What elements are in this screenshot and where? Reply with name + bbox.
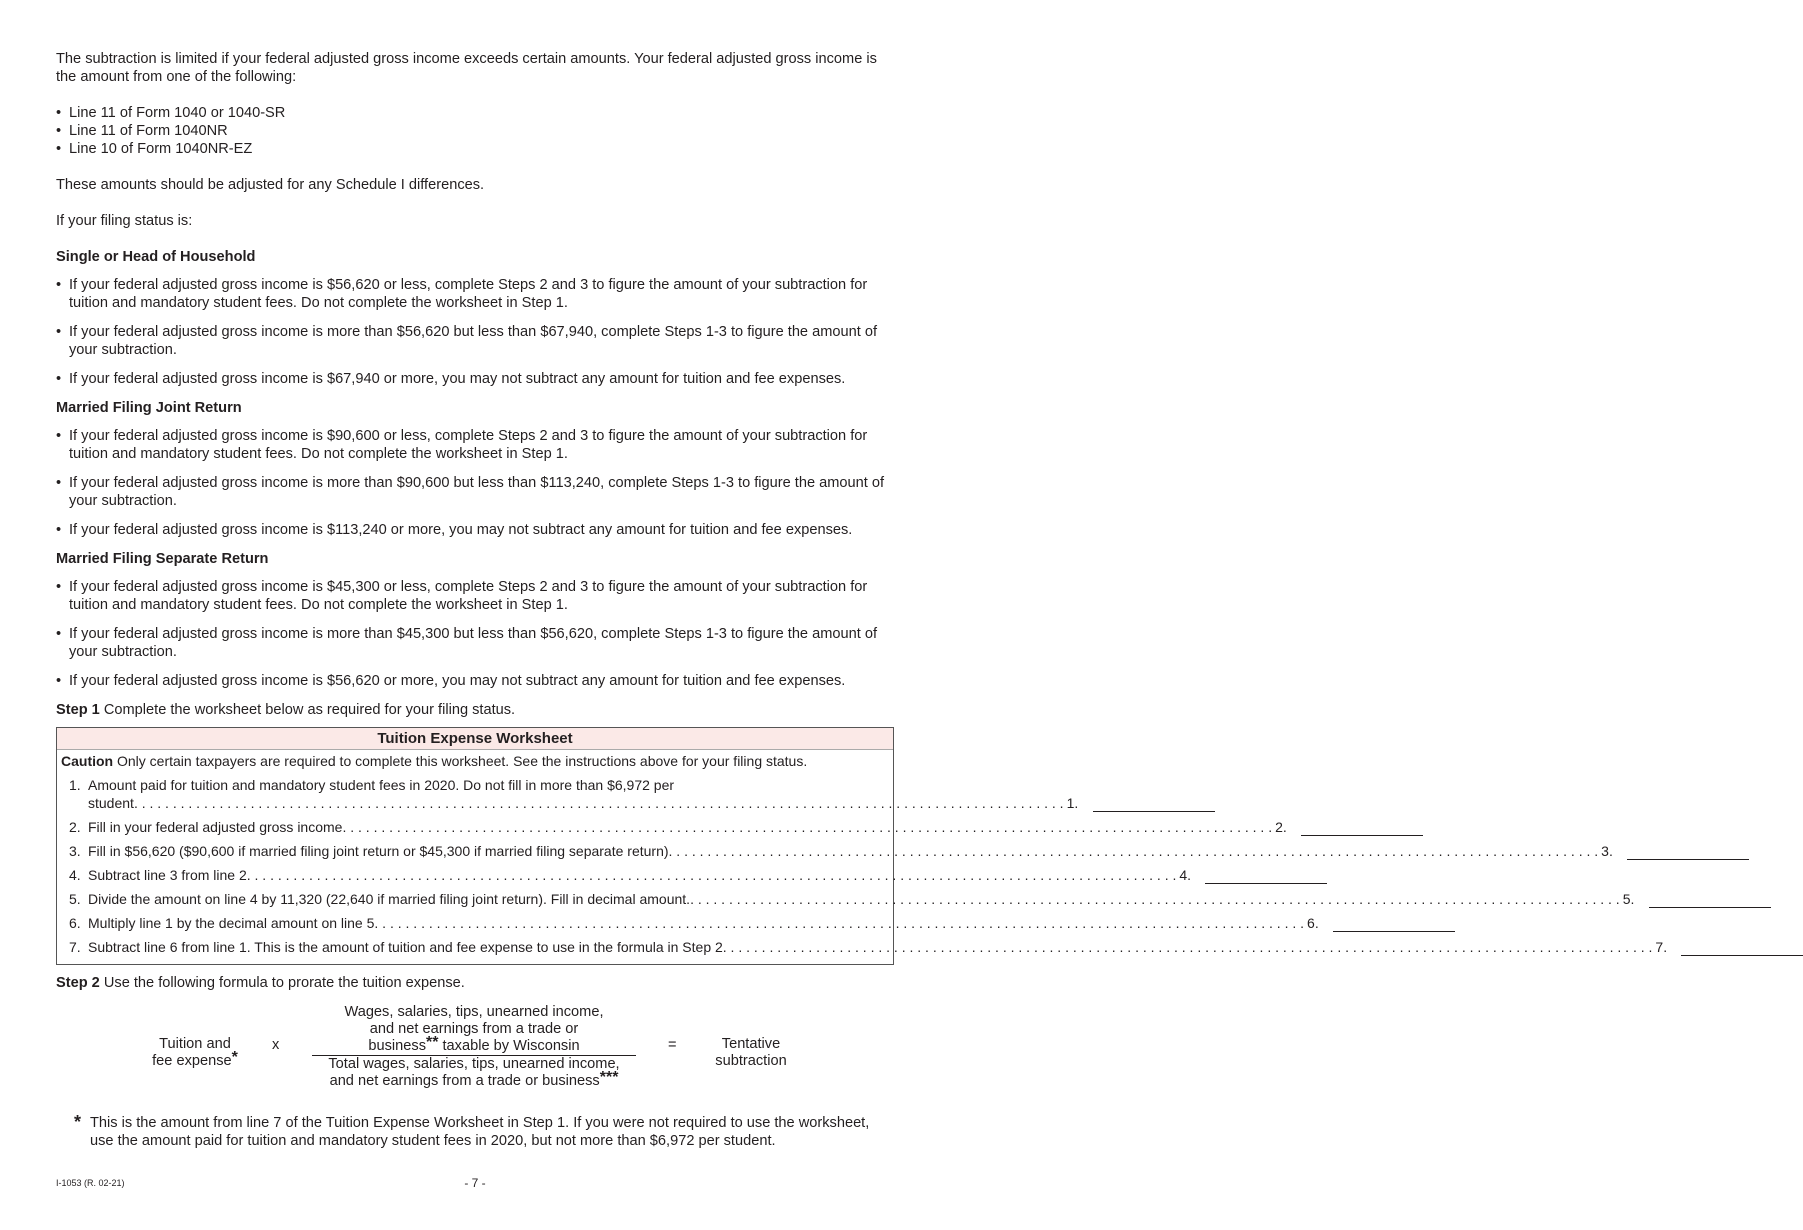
list-item: • Line 10 of Form 1040NR-EZ [56, 140, 896, 158]
formula-left-line: Tuition and [159, 1036, 231, 1052]
row-text-first-line: Amount paid for tuition and mandatory student fees in 2020. Do not fill in more than $6,972 per [88, 777, 675, 793]
section-title-single: Single or Head of Household [56, 249, 256, 265]
section-title-joint: Married Filing Joint Return [56, 400, 242, 416]
joint-conditions [56, 427, 896, 539]
formula-result [696, 1036, 806, 1070]
single-conditions [56, 276, 896, 388]
row-label: Subtract line 6 from line 1. This is the amount of tuition and fee expense to use in the formula in Step 2 [88, 939, 723, 955]
line-number: 2. [1275, 819, 1287, 835]
page-number: - 7 - [464, 1176, 486, 1190]
dot-leader: . . . . . . . . . . . . . . . . . . . . . . . . . . . . . . . . . . . . . . . . . . . . . . . . . . . . . . . . . . . . . . . . . . . . . . . . . . . . . . . . . . . . . . . . . . . . . . . . . . . . . . . . . . . . . . . . . . . . . . . . [690, 891, 1620, 907]
list-item: • If your federal adjusted gross income is more than $90,600 but less than $113,240, complete Steps 1-3 to figure the amount of your subtraction. [56, 474, 896, 510]
list-item: • Line 11 of Form 1040NR [56, 122, 896, 140]
income-lines-list [56, 104, 896, 158]
row-number: 4. [69, 867, 81, 883]
row-number: 7. [69, 939, 81, 955]
formula-equals: = [668, 1037, 677, 1053]
numerator-line: and net earnings from a trade or [369, 1021, 579, 1037]
formula-left-line [140, 1049, 250, 1070]
worksheet-title: Tuition Expense Worksheet [57, 728, 893, 750]
step2-instruction [56, 974, 896, 992]
formula-times: x [272, 1037, 280, 1053]
step1-label: Step 1 [56, 702, 100, 718]
dot-leader: . . . . . . . . . . . . . . . . . . . . . . . . . . . . . . . . . . . . . . . . . . . . . . . . . . . . . . . . . . . . . . . . . . . . . . . . . . . . . . . . . . . . . . . . . . . . . . . . . . . . . . . . . . . . . . . . . . . . . . . . [133, 795, 1064, 811]
row-text [88, 818, 1272, 836]
dot-leader: . . . . . . . . . . . . . . . . . . . . . . . . . . . . . . . . . . . . . . . . . . . . . . . . . . . . . . . . . . . . . . . . . . . . . . . . . . . . . . . . . . . . . . . . . . . . . . . . . . . . . . . . . . . . . . . . . . . . . . . . [374, 915, 1305, 931]
caution-label: Caution [61, 753, 114, 769]
dot-leader: . . . . . . . . . . . . . . . . . . . . . . . . . . . . . . . . . . . . . . . . . . . . . . . . . . . . . . . . . . . . . . . . . . . . . . . . . . . . . . . . . . . . . . . . . . . . . . . . . . . . . . . . . . . . . . . . . . . . . . . . [668, 843, 1599, 859]
list-item: • If your federal adjusted gross income is more than $56,620 but less than $67,940, complete Steps 1-3 to figure the amount of your subtraction. [56, 323, 896, 359]
line-number: 7. [1655, 939, 1668, 955]
row-label: Multiply line 1 by the decimal amount on line 5 [88, 915, 375, 931]
line-1-entry[interactable] [1093, 795, 1215, 812]
step1-instruction [56, 701, 896, 719]
line-5-entry[interactable] [1649, 891, 1771, 908]
dot-leader: . . . . . . . . . . . . . . . . . . . . . . . . . . . . . . . . . . . . . . . . . . . . . . . . . . . . . . . . . . . . . . . . . . . . . . . . . . . . . . . . . . . . . . . . . . . . . . . . . . . . . . . . . . . . . . . . . . . . . . . . [342, 819, 1273, 835]
line-number: 1. [1066, 795, 1079, 811]
list-item: • If your federal adjusted gross income is $56,620 or more, you may not subtract any amount for tuition and fee expenses. [56, 672, 896, 690]
formula-numerator [312, 1004, 636, 1056]
denominator-line: Total wages, salaries, tips, unearned income, [328, 1056, 620, 1072]
caution-text: Only certain taxpayers are required to complete this worksheet. See the instructions above for your filing status. [113, 753, 808, 769]
denominator-line [312, 1069, 636, 1090]
list-item: • If your federal adjusted gross income is $67,940 or more, you may not subtract any amount for tuition and fee expenses. [56, 370, 896, 388]
row-text [88, 914, 1304, 932]
row-text [88, 842, 1598, 860]
intro-paragraph: The subtraction is limited if your federal adjusted gross income exceeds certain amounts. Your federal adjusted gross income is the amount from one of the following: [56, 51, 877, 85]
form-id: I-1053 (R. 02-21) [56, 1178, 125, 1188]
worksheet-row-6 [57, 914, 1319, 932]
asterisk-icon: ** [426, 1034, 439, 1051]
row-number: 5. [69, 891, 81, 907]
separate-conditions [56, 578, 896, 690]
row-text [88, 938, 1652, 956]
row-label: Fill in $56,620 ($90,600 if married filing joint return or $45,300 if married filing separate return) [88, 843, 669, 859]
row-text-second-line: student [88, 795, 134, 811]
formula-fraction [312, 1004, 636, 1090]
worksheet-row-3 [57, 842, 1613, 860]
asterisk-icon: *** [599, 1069, 619, 1086]
dot-leader: . . . . . . . . . . . . . . . . . . . . . . . . . . . . . . . . . . . . . . . . . . . . . . . . . . . . . . . . . . . . . . . . . . . . . . . . . . . . . . . . . . . . . . . . . . . . . . . . . . . . . . . . . . . . . . . . . . . . . . . . [722, 939, 1653, 955]
instruction-page [56, 50, 1668, 1150]
line-number: 3. [1601, 843, 1613, 859]
line-number: 4. [1179, 867, 1192, 883]
numerator-line [312, 1034, 636, 1055]
list-item: • If your federal adjusted gross income is $45,300 or less, complete Steps 2 and 3 to figure the amount of your subtraction for tuition and mandatory student fees. Do not complete the worksheet in Step 1. [56, 578, 896, 614]
list-item: • If your federal adjusted gross income is more than $45,300 but less than $56,620, complete Steps 1-3 to figure the amount of your subtraction. [56, 625, 896, 661]
tuition-expense-worksheet [56, 727, 1668, 965]
worksheet-caution [57, 750, 893, 776]
row-label: Subtract line 3 from line 2 [88, 867, 247, 883]
footnote [56, 1114, 896, 1150]
row-label: Divide the amount on line 4 by 11,320 (22,640 if married filing joint return). Fill in decimal amount. [88, 891, 691, 907]
line-number: 6. [1307, 915, 1319, 931]
line-4-entry[interactable] [1205, 867, 1327, 884]
list-item: • If your federal adjusted gross income is $90,600 or less, complete Steps 2 and 3 to figure the amount of your subtraction for tuition and mandatory student fees. Do not complete the worksheet in Step 1. [56, 427, 896, 463]
line-6-entry[interactable] [1333, 915, 1455, 932]
line-3-entry[interactable] [1627, 843, 1749, 860]
filing-status-intro: If your filing status is: [56, 213, 193, 229]
worksheet-row-7 [57, 938, 1668, 956]
numerator-text: business [368, 1038, 426, 1054]
step1-text: Complete the worksheet below as required for your filing status. [99, 702, 516, 718]
worksheet-row-4 [57, 866, 1192, 884]
row-number: 2. [69, 819, 81, 835]
row-label: Fill in your federal adjusted gross income [88, 819, 343, 835]
formula-left-term [140, 1036, 250, 1070]
line-2-entry[interactable] [1301, 819, 1423, 836]
formula-left-text: fee expense [152, 1053, 232, 1069]
worksheet-row-1 [57, 776, 1079, 812]
numerator-text: taxable by Wisconsin [438, 1038, 580, 1054]
row-number: 3. [69, 843, 81, 859]
line-7-entry[interactable] [1681, 939, 1803, 956]
adjust-note: These amounts should be adjusted for any Schedule I differences. [56, 177, 485, 193]
dot-leader: . . . . . . . . . . . . . . . . . . . . . . . . . . . . . . . . . . . . . . . . . . . . . . . . . . . . . . . . . . . . . . . . . . . . . . . . . . . . . . . . . . . . . . . . . . . . . . . . . . . . . . . . . . . . . . . . . . . . . . . . [246, 867, 1177, 883]
footnote-text: This is the amount from line 7 of the Tuition Expense Worksheet in Step 1. If you were not required to use the worksheet, use the amount paid for tuition and mandatory student fees in 2020, but not more than $6,972 per student. [90, 1115, 870, 1149]
list-item: • If your federal adjusted gross income is $113,240 or more, you may not subtract any amount for tuition and fee expenses. [56, 521, 896, 539]
worksheet-row-2 [57, 818, 1287, 836]
formula-denominator [312, 1056, 636, 1090]
proration-formula [56, 1004, 896, 1094]
formula-result-line: Tentative [721, 1036, 781, 1052]
row-text [88, 890, 1620, 908]
asterisk-icon: * [74, 1112, 82, 1132]
worksheet-row-5 [57, 890, 1635, 908]
asterisk-icon: * [231, 1049, 238, 1066]
numerator-line: Wages, salaries, tips, unearned income, [344, 1004, 604, 1020]
row-number: 1. [69, 777, 81, 793]
formula-result-line: subtraction [715, 1053, 787, 1069]
line-number: 5. [1622, 891, 1635, 907]
row-text [88, 776, 1064, 812]
list-item: • If your federal adjusted gross income is $56,620 or less, complete Steps 2 and 3 to figure the amount of your subtraction for tuition and mandatory student fees. Do not complete the worksheet in Step 1. [56, 276, 896, 312]
step2-text: Use the following formula to prorate the tuition expense. [99, 975, 465, 991]
list-item: • Line 11 of Form 1040 or 1040-SR [56, 104, 896, 122]
denominator-text: and net earnings from a trade or business [329, 1073, 600, 1089]
section-title-separate: Married Filing Separate Return [56, 551, 269, 567]
row-text [88, 866, 1176, 884]
step2-label: Step 2 [56, 975, 100, 991]
row-number: 6. [69, 915, 81, 931]
